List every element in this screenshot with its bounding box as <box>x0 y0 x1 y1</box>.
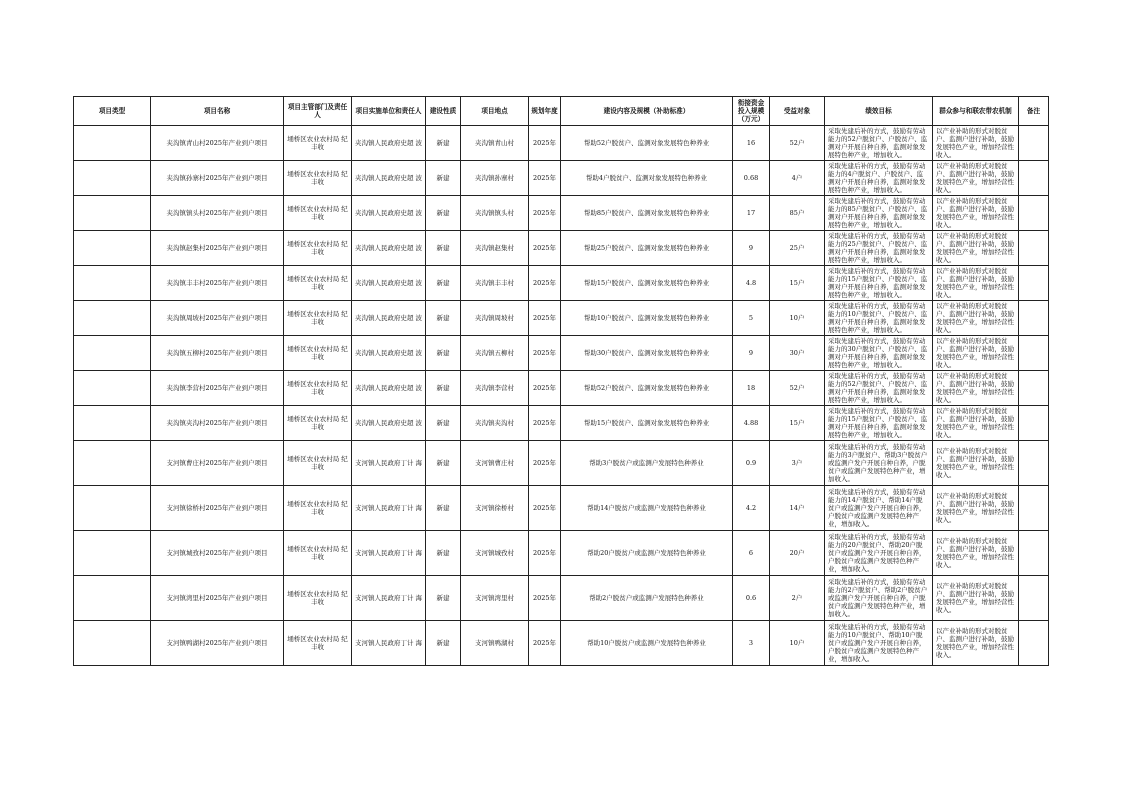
cell-remark <box>1019 161 1049 196</box>
cell-location: 支河镇徐桥村 <box>461 486 529 531</box>
cell-goal: 采取先建后补的方式，鼓励有劳动能力的15户脱贫户、户脱贫户、监测对户开展自种自养，监测对象发展特色种产业，增加收入。 <box>825 406 933 441</box>
cell-content: 帮助15户脱贫户、监测对象发展特色种养业 <box>561 266 733 301</box>
cell-remark <box>1019 196 1049 231</box>
cell-mechanism: 以产业补助的形式对脱贫户、监测户进行补助，鼓励发展特色产业，增加经营性收入。 <box>933 371 1019 406</box>
cell-fund: 0.9 <box>733 441 770 486</box>
header-project-type: 项目类型 <box>74 97 151 126</box>
cell-goal: 采取先建后补的方式，鼓励有劳动能力的25户脱贫户、户脱贫户、监测对户开展自种自养，监测对象发展特色种产业，增加收入。 <box>825 231 933 266</box>
cell-location: 夹沟镇夹沟村 <box>461 406 529 441</box>
cell-beneficiary: 30户 <box>770 336 825 371</box>
cell-department: 埇桥区农业农村局 纪丰收 <box>284 196 352 231</box>
cell-content: 帮助85户脱贫户、监测对象发展特色种养业 <box>561 196 733 231</box>
cell-fund: 4.2 <box>733 486 770 531</box>
cell-fund: 4.88 <box>733 406 770 441</box>
cell-content: 帮助15户脱贫户、监测对象发展特色种养业 <box>561 406 733 441</box>
cell-fund: 17 <box>733 196 770 231</box>
table-row <box>74 336 1049 371</box>
cell-department: 埇桥区农业农村局 纪丰收 <box>284 231 352 266</box>
cell-implementing-unit: 夹沟镇人民政府史超 波 <box>352 161 426 196</box>
cell-project-type <box>74 231 151 266</box>
cell-beneficiary: 85户 <box>770 196 825 231</box>
project-table <box>73 96 1049 666</box>
cell-remark <box>1019 126 1049 161</box>
cell-content: 帮助30户脱贫户、监测对象发展特色种养业 <box>561 336 733 371</box>
cell-beneficiary: 3户 <box>770 441 825 486</box>
cell-nature: 新建 <box>426 406 461 441</box>
cell-project-name: 支河镇鸭湖村2025年产业到户项目 <box>151 621 284 666</box>
table-header-row <box>74 97 1049 126</box>
header-project-name: 项目名称 <box>151 97 284 126</box>
cell-nature: 新建 <box>426 531 461 576</box>
cell-project-type <box>74 576 151 621</box>
cell-project-name: 夹沟镇李营村2025年产业到户项目 <box>151 371 284 406</box>
cell-remark <box>1019 371 1049 406</box>
cell-implementing-unit: 支河镇人民政府丁计 海 <box>352 531 426 576</box>
cell-project-type <box>74 196 151 231</box>
cell-implementing-unit: 夹沟镇人民政府史超 波 <box>352 336 426 371</box>
cell-beneficiary: 10户 <box>770 621 825 666</box>
cell-content: 帮助52户脱贫户、监测对象发展特色种养业 <box>561 371 733 406</box>
cell-implementing-unit: 支河镇人民政府丁计 海 <box>352 486 426 531</box>
cell-project-name: 夹沟镇青山村2025年产业到户项目 <box>151 126 284 161</box>
table-row <box>74 301 1049 336</box>
cell-content: 帮助4户脱贫户、监测对象发展特色种养业 <box>561 161 733 196</box>
cell-year: 2025年 <box>529 266 561 301</box>
cell-beneficiary: 15户 <box>770 406 825 441</box>
cell-beneficiary: 15户 <box>770 266 825 301</box>
cell-goal: 采取先建后补的方式，鼓励有劳动能力的4户脱贫户、户脱贫户、监测对户开展自种自养，监测对象发展特色种产业，增加收入。 <box>825 161 933 196</box>
cell-goal: 采取先建后补的方式，鼓励有劳动能力的10户脱贫户、户脱贫户、监测对户开展自种自养，监测对象发展特色种产业，增加收入。 <box>825 301 933 336</box>
cell-location: 夹沟镇赵集村 <box>461 231 529 266</box>
cell-goal: 采取先建后补的方式，鼓励有劳动能力的2户脱贫户、帮助2户脱贫户或监测户发户开展自种自养，户脱贫户或监测户发展特色种产业，增加收入。 <box>825 576 933 621</box>
cell-remark <box>1019 266 1049 301</box>
table-row <box>74 371 1049 406</box>
cell-department: 埇桥区农业农村局 纪丰收 <box>284 266 352 301</box>
cell-remark <box>1019 486 1049 531</box>
cell-goal: 采取先建后补的方式，鼓励有劳动能力的52户脱贫户、户脱贫户、监测对户开展自种自养，监测对象发展特色种产业，增加收入。 <box>825 371 933 406</box>
cell-department: 埇桥区农业农村局 纪丰收 <box>284 441 352 486</box>
cell-department: 埇桥区农业农村局 纪丰收 <box>284 621 352 666</box>
header-location: 项目地点 <box>461 97 529 126</box>
cell-beneficiary: 52户 <box>770 126 825 161</box>
cell-location: 夹沟镇镇头村 <box>461 196 529 231</box>
cell-nature: 新建 <box>426 576 461 621</box>
cell-implementing-unit: 支河镇人民政府丁计 海 <box>352 576 426 621</box>
cell-project-name: 夹沟镇镇头村2025年产业到户项目 <box>151 196 284 231</box>
cell-remark <box>1019 336 1049 371</box>
table-body <box>74 126 1049 666</box>
cell-mechanism: 以产业补助的形式对脱贫户、监测户进行补助，鼓励发展特色产业，增加经营性收入。 <box>933 621 1019 666</box>
cell-nature: 新建 <box>426 266 461 301</box>
cell-year: 2025年 <box>529 621 561 666</box>
cell-nature: 新建 <box>426 196 461 231</box>
cell-project-name: 夹沟镇孙寨村2025年产业到户项目 <box>151 161 284 196</box>
cell-beneficiary: 25户 <box>770 231 825 266</box>
table-row <box>74 126 1049 161</box>
cell-location: 夹沟镇青山村 <box>461 126 529 161</box>
cell-project-name: 支河镇徐桥村2025年产业到户项目 <box>151 486 284 531</box>
cell-implementing-unit: 夹沟镇人民政府史超 波 <box>352 266 426 301</box>
table-row <box>74 531 1049 576</box>
cell-nature: 新建 <box>426 486 461 531</box>
cell-nature: 新建 <box>426 161 461 196</box>
cell-beneficiary: 4户 <box>770 161 825 196</box>
cell-mechanism: 以产业补助的形式对脱贫户、监测户进行补助，鼓励发展特色产业，增加经营性收入。 <box>933 231 1019 266</box>
cell-department: 埇桥区农业农村局 纪丰收 <box>284 576 352 621</box>
header-goal: 绩效目标 <box>825 97 933 126</box>
cell-location: 夹沟镇五柳村 <box>461 336 529 371</box>
cell-location: 支河镇湾里村 <box>461 576 529 621</box>
cell-beneficiary: 20户 <box>770 531 825 576</box>
cell-department: 埇桥区农业农村局 纪丰收 <box>284 531 352 576</box>
cell-implementing-unit: 支河镇人民政府丁计 海 <box>352 621 426 666</box>
header-department: 项目主管部门及责任人 <box>284 97 352 126</box>
cell-fund: 0.68 <box>733 161 770 196</box>
cell-fund: 16 <box>733 126 770 161</box>
cell-mechanism: 以产业补助的形式对脱贫户、监测户进行补助，鼓励发展特色产业，增加经营性收入。 <box>933 486 1019 531</box>
cell-implementing-unit: 夹沟镇人民政府史超 波 <box>352 371 426 406</box>
cell-project-name: 夹沟镇夹沟村2025年产业到户项目 <box>151 406 284 441</box>
table-row <box>74 621 1049 666</box>
table-row <box>74 441 1049 486</box>
cell-location: 夹沟镇孙寨村 <box>461 161 529 196</box>
cell-mechanism: 以产业补助的形式对脱贫户、监测户进行补助，鼓励发展特色产业，增加经营性收入。 <box>933 266 1019 301</box>
cell-department: 埇桥区农业农村局 纪丰收 <box>284 126 352 161</box>
cell-year: 2025年 <box>529 486 561 531</box>
cell-fund: 4.8 <box>733 266 770 301</box>
cell-fund: 18 <box>733 371 770 406</box>
cell-location: 支河镇城孜村 <box>461 531 529 576</box>
cell-year: 2025年 <box>529 336 561 371</box>
cell-fund: 9 <box>733 231 770 266</box>
cell-project-name: 夹沟镇赵集村2025年产业到户项目 <box>151 231 284 266</box>
cell-beneficiary: 10户 <box>770 301 825 336</box>
cell-project-name: 支河镇城孜村2025年产业到户项目 <box>151 531 284 576</box>
cell-location: 夹沟镇丰丰村 <box>461 266 529 301</box>
cell-remark <box>1019 231 1049 266</box>
cell-department: 埇桥区农业农村局 纪丰收 <box>284 336 352 371</box>
cell-goal: 采取先建后补的方式，鼓励有劳动能力的14户脱贫户、帮助14户脱贫户或监测户发户开展自种自养，户脱贫户或监测户发展特色种产业，增加收入。 <box>825 486 933 531</box>
header-mechanism: 群众参与和联农带农机制 <box>933 97 1019 126</box>
cell-year: 2025年 <box>529 441 561 486</box>
cell-location: 支河镇曹庄村 <box>461 441 529 486</box>
cell-goal: 采取先建后补的方式，鼓励有劳动能力的85户脱贫户、户脱贫户、监测对户开展自种自养，监测对象发展特色种产业，增加收入。 <box>825 196 933 231</box>
cell-content: 帮助52户脱贫户、监测对象发展特色种养业 <box>561 126 733 161</box>
table-row <box>74 231 1049 266</box>
cell-project-type <box>74 486 151 531</box>
cell-fund: 6 <box>733 531 770 576</box>
cell-goal: 采取先建后补的方式，鼓励有劳动能力的20户脱贫户、帮助20户脱贫户或监测户发户开展自种自养，户脱贫户或监测户发展特色种产业，增加收入。 <box>825 531 933 576</box>
cell-year: 2025年 <box>529 196 561 231</box>
table-row <box>74 266 1049 301</box>
cell-year: 2025年 <box>529 371 561 406</box>
cell-project-name: 支河镇湾里村2025年产业到户项目 <box>151 576 284 621</box>
cell-department: 埇桥区农业农村局 纪丰收 <box>284 301 352 336</box>
cell-fund: 9 <box>733 336 770 371</box>
header-fund: 衔接资金投入规模（万元） <box>733 97 770 126</box>
cell-project-type <box>74 336 151 371</box>
cell-location: 支河镇鸭湖村 <box>461 621 529 666</box>
cell-implementing-unit: 支河镇人民政府丁计 海 <box>352 441 426 486</box>
table-row <box>74 576 1049 621</box>
cell-mechanism: 以产业补助的形式对脱贫户、监测户进行补助，鼓励发展特色产业，增加经营性收入。 <box>933 531 1019 576</box>
cell-implementing-unit: 夹沟镇人民政府史超 波 <box>352 231 426 266</box>
cell-goal: 采取先建后补的方式，鼓励有劳动能力的15户脱贫户、户脱贫户、监测对户开展自种自养，监测对象发展特色种产业，增加收入。 <box>825 266 933 301</box>
header-beneficiary: 受益对象 <box>770 97 825 126</box>
cell-department: 埇桥区农业农村局 纪丰收 <box>284 486 352 531</box>
header-nature: 建设性质 <box>426 97 461 126</box>
cell-nature: 新建 <box>426 336 461 371</box>
cell-implementing-unit: 夹沟镇人民政府史超 波 <box>352 301 426 336</box>
cell-project-type <box>74 531 151 576</box>
cell-content: 帮助2户脱贫户或监测户发展特色种养业 <box>561 576 733 621</box>
cell-nature: 新建 <box>426 126 461 161</box>
cell-remark <box>1019 301 1049 336</box>
cell-project-type <box>74 621 151 666</box>
cell-content: 帮助10户脱贫户或监测户发展特色种养业 <box>561 621 733 666</box>
cell-beneficiary: 2户 <box>770 576 825 621</box>
cell-mechanism: 以产业补助的形式对脱贫户、监测户进行补助，鼓励发展特色产业，增加经营性收入。 <box>933 576 1019 621</box>
cell-year: 2025年 <box>529 161 561 196</box>
cell-beneficiary: 14户 <box>770 486 825 531</box>
cell-project-name: 夹沟镇周坡村2025年产业到户项目 <box>151 301 284 336</box>
header-implementing-unit: 项目实施单位和责任人 <box>352 97 426 126</box>
table-row <box>74 406 1049 441</box>
cell-nature: 新建 <box>426 621 461 666</box>
cell-content: 帮助14户脱贫户或监测户发展特色种养业 <box>561 486 733 531</box>
cell-mechanism: 以产业补助的形式对脱贫户、监测户进行补助，鼓励发展特色产业，增加经营性收入。 <box>933 406 1019 441</box>
cell-project-type <box>74 161 151 196</box>
cell-project-type <box>74 301 151 336</box>
cell-mechanism: 以产业补助的形式对脱贫户、监测户进行补助，鼓励发展特色产业，增加经营性收入。 <box>933 196 1019 231</box>
cell-remark <box>1019 621 1049 666</box>
table-row <box>74 486 1049 531</box>
cell-mechanism: 以产业补助的形式对脱贫户、监测户进行补助，鼓励发展特色产业，增加经营性收入。 <box>933 126 1019 161</box>
cell-mechanism: 以产业补助的形式对脱贫户、监测户进行补助，鼓励发展特色产业，增加经营性收入。 <box>933 441 1019 486</box>
cell-year: 2025年 <box>529 301 561 336</box>
cell-location: 夹沟镇周坡村 <box>461 301 529 336</box>
header-year: 规划年度 <box>529 97 561 126</box>
cell-mechanism: 以产业补助的形式对脱贫户、监测户进行补助，鼓励发展特色产业，增加经营性收入。 <box>933 336 1019 371</box>
cell-remark <box>1019 531 1049 576</box>
cell-content: 帮助10户脱贫户、监测对象发展特色种养业 <box>561 301 733 336</box>
cell-goal: 采取先建后补的方式，鼓励有劳动能力的3户脱贫户、帮助3户脱贫户或监测户发户开展自种自养，户脱贫户或监测户发展特色种产业，增加收入。 <box>825 441 933 486</box>
cell-nature: 新建 <box>426 371 461 406</box>
cell-nature: 新建 <box>426 301 461 336</box>
header-remark: 备注 <box>1019 97 1049 126</box>
cell-project-type <box>74 266 151 301</box>
cell-content: 帮助20户脱贫户或监测户发展特色种养业 <box>561 531 733 576</box>
header-content: 建设内容及规模（补助标准） <box>561 97 733 126</box>
cell-project-type <box>74 126 151 161</box>
cell-nature: 新建 <box>426 231 461 266</box>
cell-fund: 3 <box>733 621 770 666</box>
cell-project-name: 夹沟镇丰丰村2025年产业到户项目 <box>151 266 284 301</box>
cell-implementing-unit: 夹沟镇人民政府史超 波 <box>352 406 426 441</box>
cell-project-name: 夹沟镇五柳村2025年产业到户项目 <box>151 336 284 371</box>
cell-year: 2025年 <box>529 231 561 266</box>
cell-department: 埇桥区农业农村局 纪丰收 <box>284 161 352 196</box>
table-row <box>74 196 1049 231</box>
cell-fund: 0.6 <box>733 576 770 621</box>
project-table-sheet <box>73 96 1049 666</box>
cell-remark <box>1019 576 1049 621</box>
table-row <box>74 161 1049 196</box>
cell-content: 帮助25户脱贫户、监测对象发展特色种养业 <box>561 231 733 266</box>
cell-project-type <box>74 406 151 441</box>
cell-mechanism: 以产业补助的形式对脱贫户、监测户进行补助，鼓励发展特色产业，增加经营性收入。 <box>933 301 1019 336</box>
cell-implementing-unit: 夹沟镇人民政府史超 波 <box>352 126 426 161</box>
cell-project-name: 支河镇曹庄村2025年产业到户项目 <box>151 441 284 486</box>
cell-year: 2025年 <box>529 531 561 576</box>
cell-department: 埇桥区农业农村局 纪丰收 <box>284 371 352 406</box>
cell-implementing-unit: 夹沟镇人民政府史超 波 <box>352 196 426 231</box>
cell-location: 夹沟镇李营村 <box>461 371 529 406</box>
cell-year: 2025年 <box>529 126 561 161</box>
cell-goal: 采取先建后补的方式，鼓励有劳动能力的10户脱贫户、帮助10户脱贫户或监测户发户开展自种自养，户脱贫户或监测户发展特色种产业，增加收入。 <box>825 621 933 666</box>
cell-goal: 采取先建后补的方式，鼓励有劳动能力的30户脱贫户、户脱贫户、监测对户开展自种自养，监测对象发展特色种产业，增加收入。 <box>825 336 933 371</box>
cell-department: 埇桥区农业农村局 纪丰收 <box>284 406 352 441</box>
cell-remark <box>1019 406 1049 441</box>
cell-remark <box>1019 441 1049 486</box>
cell-fund: 5 <box>733 301 770 336</box>
cell-year: 2025年 <box>529 576 561 621</box>
cell-content: 帮助3户脱贫户或监测户发展特色种养业 <box>561 441 733 486</box>
cell-beneficiary: 52户 <box>770 371 825 406</box>
cell-project-type <box>74 441 151 486</box>
cell-mechanism: 以产业补助的形式对脱贫户、监测户进行补助，鼓励发展特色产业，增加经营性收入。 <box>933 161 1019 196</box>
cell-project-type <box>74 371 151 406</box>
cell-year: 2025年 <box>529 406 561 441</box>
cell-goal: 采取先建后补的方式，鼓励有劳动能力的52户脱贫户、户脱贫户、监测对户开展自种自养，监测对象发展特色种产业，增加收入。 <box>825 126 933 161</box>
cell-nature: 新建 <box>426 441 461 486</box>
